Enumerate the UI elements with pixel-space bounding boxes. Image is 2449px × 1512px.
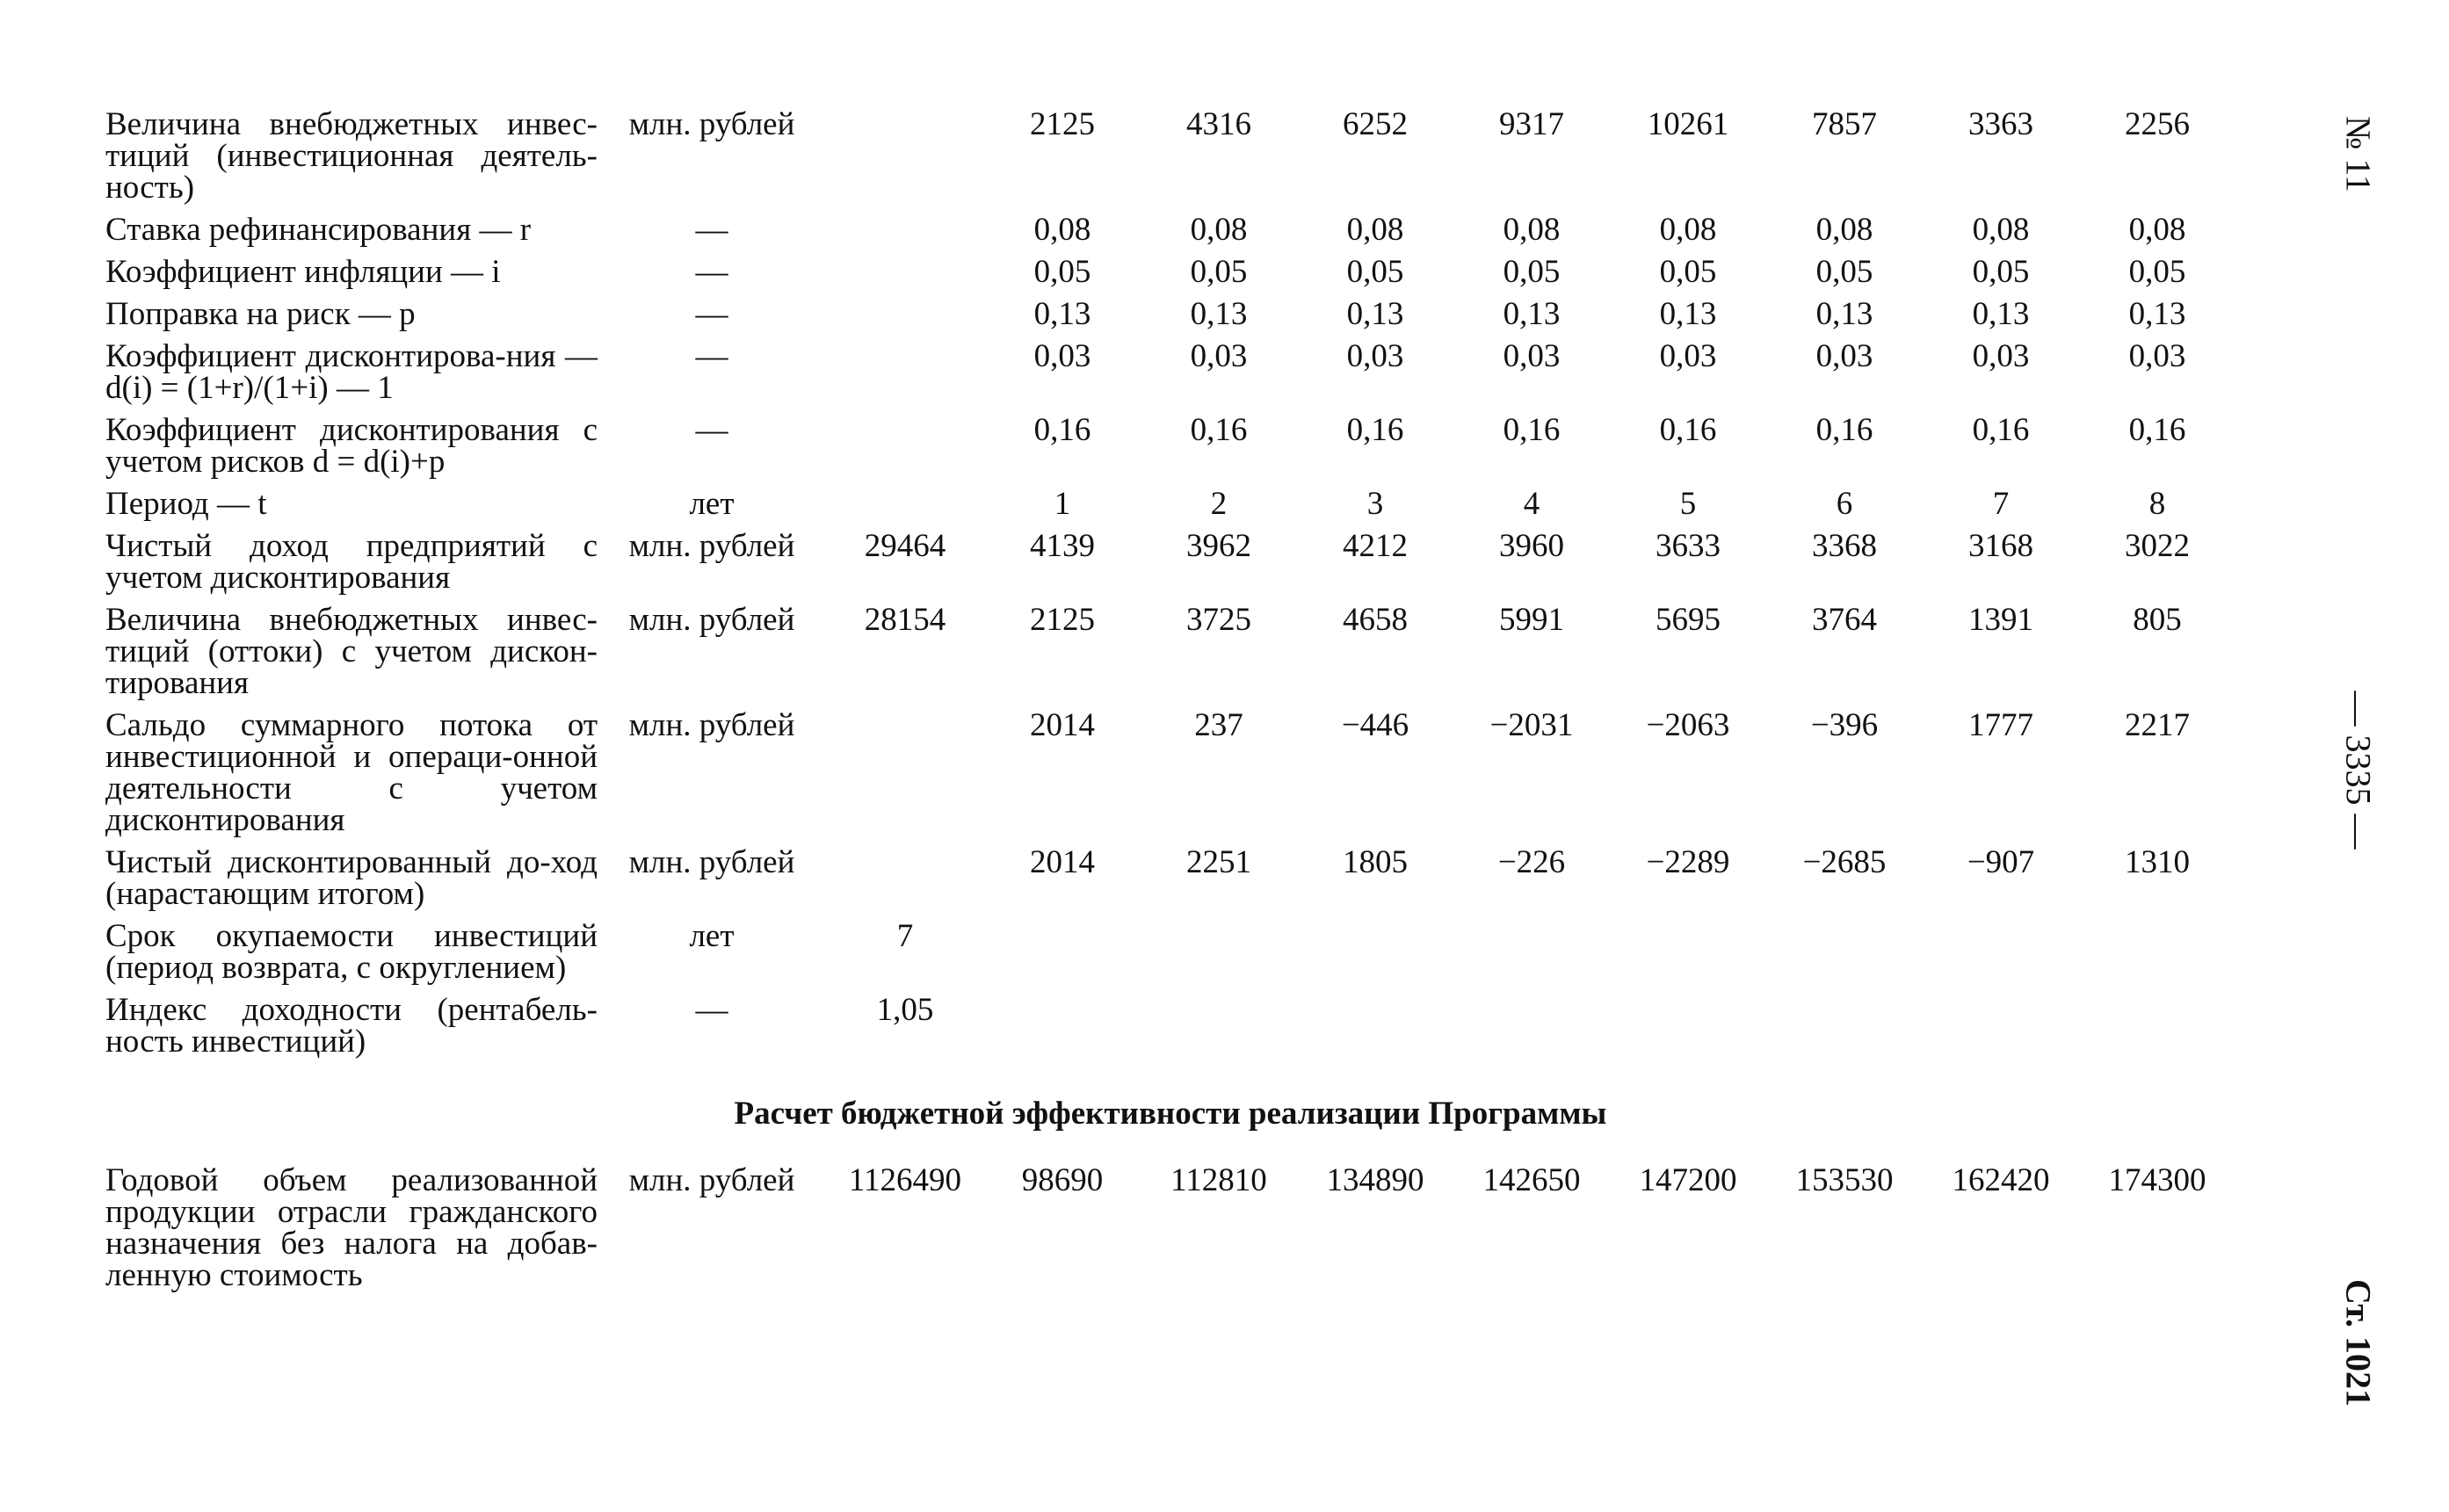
row-value-year-2 bbox=[1141, 921, 1297, 995]
row-total bbox=[826, 847, 984, 921]
table-row bbox=[105, 257, 2235, 299]
row-label: Коэффициент дисконтирова-ния — d(i) = (1+r)/(1+i) — 1 bbox=[105, 338, 598, 406]
row-unit: — bbox=[695, 992, 728, 1028]
row-value-year-4: 142650 bbox=[1482, 1162, 1581, 1198]
row-value-year-5: 0,05 bbox=[1659, 254, 1717, 290]
row-value-year-6: −2685 bbox=[1802, 844, 1887, 880]
row-value-year-5: 3633 bbox=[1656, 528, 1721, 564]
row-value-year-7: 162420 bbox=[1952, 1162, 2050, 1198]
row-value-year-8: 2217 bbox=[2125, 707, 2190, 743]
row-value-year-4: 3960 bbox=[1499, 528, 1564, 564]
row-value-year-6: 7857 bbox=[1812, 106, 1877, 142]
row-unit: лет bbox=[689, 918, 735, 954]
row-value-year-6 bbox=[1766, 995, 1923, 1068]
table-row bbox=[105, 214, 2235, 257]
table-row bbox=[105, 1165, 2235, 1302]
row-value-year-4: 9317 bbox=[1499, 106, 1564, 142]
row-total bbox=[826, 341, 984, 415]
row-value-year-3: −446 bbox=[1341, 707, 1409, 743]
row-value-year-1 bbox=[984, 921, 1141, 995]
row-label: Величина внебюджетных инвес-тиций (инвестиционная деятель-ность) bbox=[105, 106, 598, 206]
row-value-year-8: 1310 bbox=[2125, 844, 2190, 880]
row-value-year-2: 0,08 bbox=[1190, 212, 1248, 248]
row-value-year-6: 153530 bbox=[1795, 1162, 1894, 1198]
row-value-year-1: 2125 bbox=[1030, 602, 1095, 638]
row-value-year-4: 0,16 bbox=[1503, 412, 1561, 448]
row-value-year-1: 2014 bbox=[1030, 707, 1095, 743]
row-value-year-4: −226 bbox=[1497, 844, 1566, 880]
row-label: Чистый дисконтированный до-ход (нарастающим итогом) bbox=[105, 844, 598, 912]
row-unit: млн. рублей bbox=[628, 707, 795, 743]
table-row bbox=[105, 847, 2235, 921]
row-total: 1,05 bbox=[876, 992, 934, 1028]
row-value-year-2: 0,13 bbox=[1190, 296, 1248, 332]
row-value-year-1: 0,16 bbox=[1033, 412, 1091, 448]
row-value-year-3 bbox=[1297, 921, 1453, 995]
row-value-year-3 bbox=[1297, 995, 1453, 1068]
table-row bbox=[105, 921, 2235, 995]
row-value-year-5: 0,16 bbox=[1659, 412, 1717, 448]
table-row bbox=[105, 710, 2235, 847]
row-value-year-2: 0,03 bbox=[1190, 338, 1248, 374]
row-value-year-6: 0,05 bbox=[1815, 254, 1873, 290]
row-value-year-3: 134890 bbox=[1326, 1162, 1424, 1198]
row-label: Чистый доход предприятий с учетом дисконтирования bbox=[105, 528, 598, 596]
row-unit: млн. рублей bbox=[628, 528, 795, 564]
row-value-year-5: 0,03 bbox=[1659, 338, 1717, 374]
row-value-year-8: 0,08 bbox=[2128, 212, 2186, 248]
row-value-year-2: 3725 bbox=[1186, 602, 1251, 638]
row-value-year-4: 0,13 bbox=[1503, 296, 1561, 332]
row-label: Годовой объем реализованной продукции отрасли гражданского назначения без налога на добав-ленную стоимость bbox=[105, 1162, 598, 1293]
row-value-year-1: 98690 bbox=[1021, 1162, 1104, 1198]
row-value-year-1: 0,13 bbox=[1033, 296, 1091, 332]
row-label: Величина внебюджетных инвес-тиций (оттоки) с учетом дискон-тирования bbox=[105, 602, 598, 701]
row-value-year-5 bbox=[1610, 921, 1766, 995]
issue-number: № 11 bbox=[2338, 116, 2379, 192]
row-value-year-8 bbox=[2079, 995, 2235, 1068]
row-value-year-5 bbox=[1610, 995, 1766, 1068]
row-value-year-7: 0,05 bbox=[1972, 254, 2030, 290]
row-value-year-7: 0,08 bbox=[1972, 212, 2030, 248]
row-total: 7 bbox=[896, 918, 914, 954]
row-value-year-8: 174300 bbox=[2108, 1162, 2206, 1198]
row-value-year-3: 4212 bbox=[1343, 528, 1408, 564]
row-value-year-8: 0,16 bbox=[2128, 412, 2186, 448]
table-row bbox=[105, 415, 2235, 488]
row-value-year-7: 3168 bbox=[1968, 528, 2033, 564]
row-unit: — bbox=[695, 412, 728, 448]
table-row bbox=[105, 488, 2235, 531]
row-value-year-3: 4658 bbox=[1343, 602, 1408, 638]
row-value-year-1: 1 bbox=[1054, 486, 1071, 522]
row-value-year-4: −2031 bbox=[1489, 707, 1574, 743]
row-value-year-6: 3764 bbox=[1812, 602, 1877, 638]
row-value-year-3: 1805 bbox=[1343, 844, 1408, 880]
row-value-year-1: 0,03 bbox=[1033, 338, 1091, 374]
row-value-year-4: 0,05 bbox=[1503, 254, 1561, 290]
row-value-year-8: 0,03 bbox=[2128, 338, 2186, 374]
row-value-year-5: 147200 bbox=[1639, 1162, 1737, 1198]
row-unit: млн. рублей bbox=[628, 1162, 795, 1198]
row-label: Коэффициент инфляции — i bbox=[105, 254, 501, 290]
row-value-year-5: 10261 bbox=[1647, 106, 1729, 142]
row-unit: млн. рублей bbox=[628, 602, 795, 638]
row-value-year-2: 237 bbox=[1194, 707, 1243, 743]
table-body bbox=[105, 106, 2235, 1068]
row-value-year-2: 2251 bbox=[1186, 844, 1251, 880]
row-total bbox=[826, 488, 984, 531]
row-value-year-3: 0,08 bbox=[1346, 212, 1404, 248]
row-value-year-6: −396 bbox=[1810, 707, 1879, 743]
row-unit: лет bbox=[689, 486, 735, 522]
row-value-year-5: 0,13 bbox=[1659, 296, 1717, 332]
row-value-year-1: 0,05 bbox=[1033, 254, 1091, 290]
row-unit: млн. рублей bbox=[628, 844, 795, 880]
table-row bbox=[105, 995, 2235, 1068]
row-value-year-5: 5695 bbox=[1656, 602, 1721, 638]
row-value-year-4: 0,08 bbox=[1503, 212, 1561, 248]
row-label: Срок окупаемости инвестиций (период возврата, с округлением) bbox=[105, 918, 598, 986]
row-value-year-7: 0,03 bbox=[1972, 338, 2030, 374]
row-value-year-2 bbox=[1141, 995, 1297, 1068]
row-value-year-3: 0,05 bbox=[1346, 254, 1404, 290]
row-value-year-4: 0,03 bbox=[1503, 338, 1561, 374]
row-value-year-7: 7 bbox=[1992, 486, 2010, 522]
row-value-year-3: 0,16 bbox=[1346, 412, 1404, 448]
section-table-body bbox=[105, 1162, 2235, 1302]
row-value-year-5: −2289 bbox=[1646, 844, 1730, 880]
table-row bbox=[105, 531, 2235, 604]
row-value-year-7: −907 bbox=[1967, 844, 2035, 880]
row-unit: — bbox=[695, 338, 728, 374]
row-value-year-4: 5991 bbox=[1499, 602, 1564, 638]
row-value-year-3: 0,03 bbox=[1346, 338, 1404, 374]
row-value-year-2: 0,16 bbox=[1190, 412, 1248, 448]
row-total bbox=[826, 257, 984, 299]
row-value-year-7: 0,16 bbox=[1972, 412, 2030, 448]
row-value-year-7 bbox=[1923, 921, 2079, 995]
row-total bbox=[826, 214, 984, 257]
row-value-year-1: 0,08 bbox=[1033, 212, 1091, 248]
row-label: Период — t bbox=[105, 486, 267, 522]
row-label: Сальдо суммарного потока от инвестиционной и операци-онной деятельности с учетом дисконтирования bbox=[105, 707, 598, 838]
row-total bbox=[826, 710, 984, 847]
row-value-year-6 bbox=[1766, 921, 1923, 995]
row-value-year-8: 8 bbox=[2148, 486, 2166, 522]
row-value-year-6: 0,16 bbox=[1815, 412, 1873, 448]
row-value-year-2: 2 bbox=[1210, 486, 1228, 522]
row-label: Коэффициент дисконтирования с учетом рисков d = d(i)+p bbox=[105, 412, 598, 480]
row-value-year-1: 4139 bbox=[1030, 528, 1095, 564]
row-value-year-8: 2256 bbox=[2125, 106, 2190, 142]
row-unit: — bbox=[695, 254, 728, 290]
row-value-year-4 bbox=[1453, 995, 1610, 1068]
row-value-year-6: 6 bbox=[1836, 486, 1853, 522]
row-total bbox=[826, 299, 984, 341]
row-label: Поправка на риск — p bbox=[105, 296, 416, 332]
row-value-year-6: 0,03 bbox=[1815, 338, 1873, 374]
row-value-year-7: 1777 bbox=[1968, 707, 2033, 743]
row-value-year-8: 805 bbox=[2133, 602, 2182, 638]
row-value-year-3: 6252 bbox=[1343, 106, 1408, 142]
row-value-year-2: 0,05 bbox=[1190, 254, 1248, 290]
row-label: Индекс доходности (рентабель-ность инвестиций) bbox=[105, 992, 598, 1060]
table-row bbox=[105, 604, 2235, 710]
row-value-year-1: 2125 bbox=[1030, 106, 1095, 142]
page-range: — 3335 — bbox=[2338, 691, 2379, 850]
row-value-year-7: 1391 bbox=[1968, 602, 2033, 638]
row-value-year-8: 3022 bbox=[2125, 528, 2190, 564]
row-total: 29464 bbox=[864, 528, 946, 564]
row-value-year-2: 4316 bbox=[1186, 106, 1251, 142]
row-value-year-2: 112810 bbox=[1170, 1162, 1267, 1198]
row-label: Ставка рефинансирования — r bbox=[105, 212, 532, 248]
table-row bbox=[105, 299, 2235, 341]
row-unit: — bbox=[695, 212, 728, 248]
row-value-year-6: 0,08 bbox=[1815, 212, 1873, 248]
section-title: Расчет бюджетной эффективности реализации Программы bbox=[734, 1096, 1607, 1132]
table-row bbox=[105, 341, 2235, 415]
row-unit: — bbox=[695, 296, 728, 332]
row-value-year-8: 0,13 bbox=[2128, 296, 2186, 332]
row-value-year-3: 0,13 bbox=[1346, 296, 1404, 332]
row-value-year-1: 2014 bbox=[1030, 844, 1095, 880]
row-value-year-5: 5 bbox=[1679, 486, 1697, 522]
table-row bbox=[105, 109, 2235, 214]
row-value-year-7 bbox=[1923, 995, 2079, 1068]
financial-table bbox=[105, 106, 2235, 1302]
row-value-year-8 bbox=[2079, 921, 2235, 995]
row-value-year-1 bbox=[984, 995, 1141, 1068]
row-value-year-7: 3363 bbox=[1968, 106, 2033, 142]
row-value-year-6: 3368 bbox=[1812, 528, 1877, 564]
row-value-year-8: 0,05 bbox=[2128, 254, 2186, 290]
row-total bbox=[826, 415, 984, 488]
row-value-year-3: 3 bbox=[1366, 486, 1384, 522]
row-value-year-7: 0,13 bbox=[1972, 296, 2030, 332]
row-value-year-5: 0,08 bbox=[1659, 212, 1717, 248]
row-value-year-4: 4 bbox=[1523, 486, 1540, 522]
row-total: 28154 bbox=[864, 602, 946, 638]
article-number: Ст. 1021 bbox=[2338, 1279, 2379, 1407]
row-total: 1126490 bbox=[848, 1162, 962, 1198]
row-unit: млн. рублей bbox=[628, 106, 795, 142]
row-total bbox=[826, 109, 984, 214]
section-heading-body bbox=[105, 1068, 2235, 1165]
row-value-year-6: 0,13 bbox=[1815, 296, 1873, 332]
row-value-year-2: 3962 bbox=[1186, 528, 1251, 564]
row-value-year-4 bbox=[1453, 921, 1610, 995]
row-value-year-5: −2063 bbox=[1646, 707, 1730, 743]
